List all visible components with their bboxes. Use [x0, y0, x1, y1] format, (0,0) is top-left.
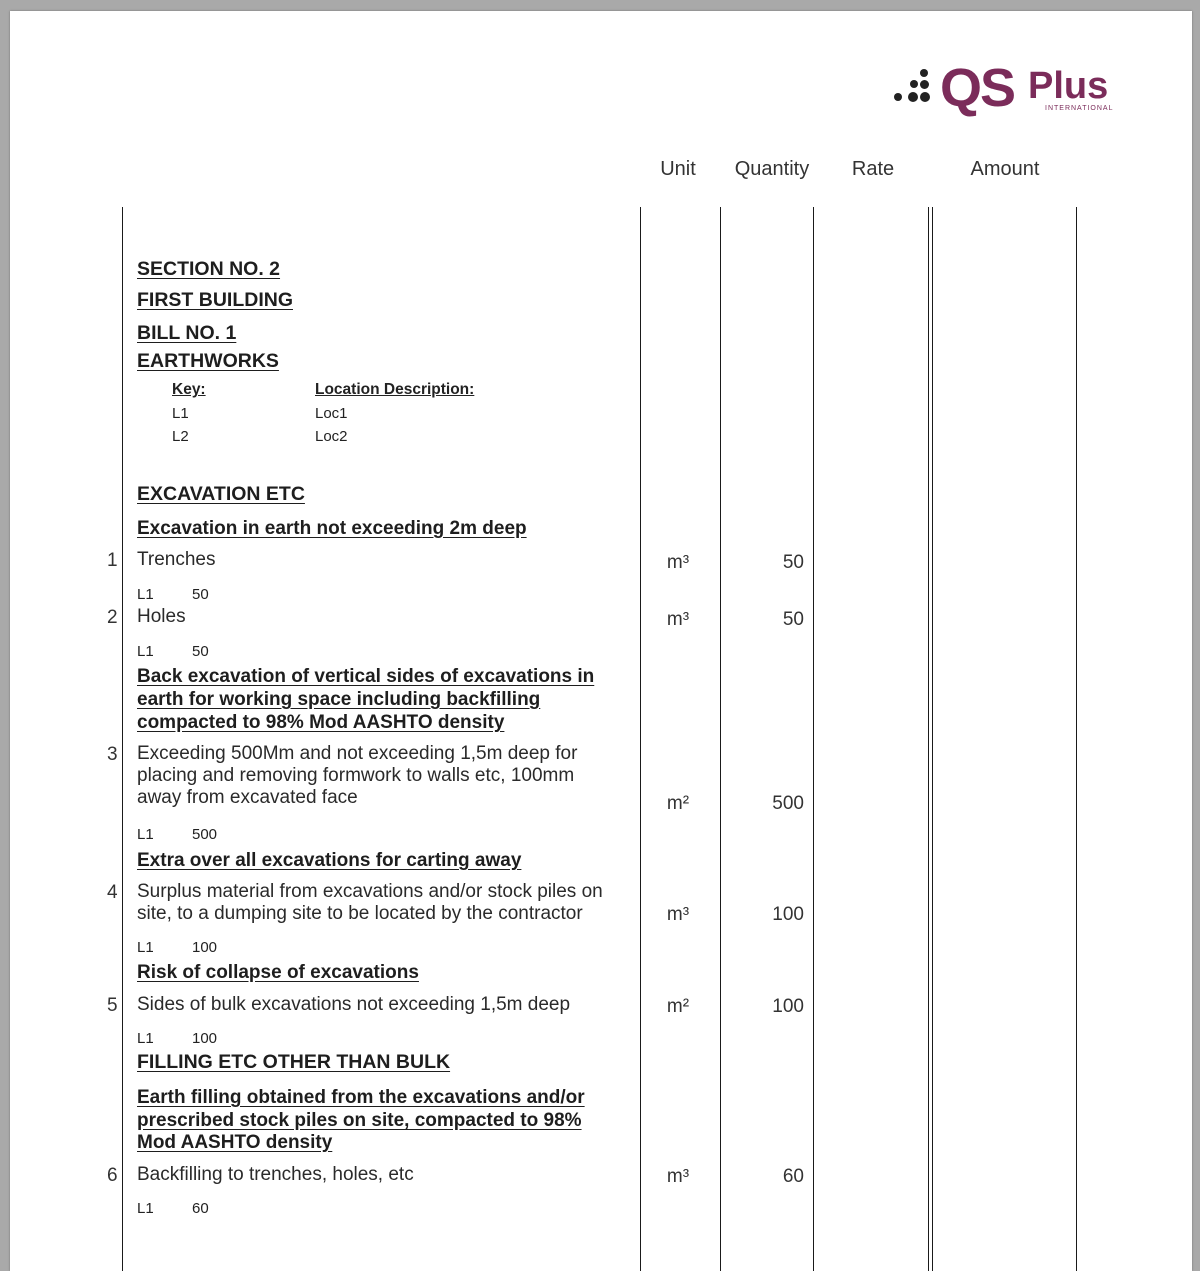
document-page	[10, 11, 1192, 1271]
item-description-line: placing and removing formwork to walls etc, 100mm	[137, 765, 575, 786]
item-location-quantity: 50	[192, 586, 209, 603]
item-description	[137, 881, 637, 925]
item-description: Sides of bulk excavations not exceeding 1,5m deep	[137, 994, 571, 1015]
key-table-location: Loc2	[315, 428, 348, 445]
item-quantity: 60	[782, 1166, 804, 1187]
key-table-key-header: Key:	[172, 381, 206, 398]
column-rule	[928, 207, 929, 1271]
qsplus-logo	[890, 58, 1130, 123]
column-header-rate: Rate	[851, 158, 895, 180]
item-quantity: 500	[772, 793, 804, 814]
subheading-back-excavation: Back excavation of vertical sides of excavations in	[137, 666, 595, 687]
item-description-line: away from excavated face	[137, 787, 358, 808]
column-rule	[720, 207, 721, 1271]
logo-brand-sub: Plus	[1028, 65, 1109, 107]
subheading-extra-over: Extra over all excavations for carting away	[137, 850, 522, 871]
logo-brand-tag: INTERNATIONAL	[1045, 105, 1114, 112]
column-rule	[640, 207, 641, 1271]
key-table-key: L2	[172, 428, 189, 445]
item-unit: m²	[666, 793, 690, 814]
item-location-quantity: 100	[192, 1030, 218, 1047]
item-location-quantity: 500	[192, 826, 218, 843]
item-unit: m³	[666, 609, 690, 630]
column-header-unit: Unit	[660, 158, 696, 180]
logo-dots-icon	[890, 63, 934, 113]
item-unit: m³	[666, 1166, 690, 1187]
item-location-key: L1	[137, 826, 154, 843]
key-table-location-header: Location Description:	[315, 381, 475, 398]
column-rule	[1076, 207, 1077, 1271]
column-rule	[122, 207, 123, 1271]
item-description: Backfilling to trenches, holes, etc	[137, 1164, 414, 1185]
subheading-earth-filling: prescribed stock piles on site, compacted to 98%	[137, 1110, 582, 1131]
subheading-filling-etc: FILLING ETC OTHER THAN BULK	[137, 1051, 451, 1073]
subheading-earth-filling: Earth filling obtained from the excavations and/or	[137, 1087, 585, 1108]
item-number: 5	[107, 995, 118, 1016]
item-location-key: L1	[137, 643, 154, 660]
item-unit: m³	[666, 552, 690, 573]
item-number: 3	[107, 744, 118, 765]
trade-heading: EARTHWORKS	[137, 350, 279, 372]
column-header-amount: Amount	[970, 158, 1040, 180]
item-description-line: site, to a dumping site to be located by the contractor	[137, 903, 583, 924]
key-table-location: Loc1	[315, 405, 348, 422]
subheading-risk-collapse: Risk of collapse of excavations	[137, 962, 419, 983]
item-location-quantity: 60	[192, 1200, 209, 1217]
item-quantity: 50	[782, 552, 804, 573]
section-heading: SECTION NO. 2	[137, 258, 281, 280]
building-heading: FIRST BUILDING	[137, 289, 293, 311]
item-location-key: L1	[137, 1200, 154, 1217]
column-rule	[813, 207, 814, 1271]
item-quantity: 100	[772, 996, 804, 1017]
subheading-back-excavation: earth for working space including backfilling	[137, 689, 541, 710]
item-description-line: Exceeding 500Mm and not exceeding 1,5m deep for	[137, 743, 578, 764]
item-description-line: Surplus material from excavations and/or stock piles on	[137, 881, 603, 902]
bill-heading: BILL NO. 1	[137, 322, 237, 344]
item-location-quantity: 100	[192, 939, 218, 956]
item-number: 4	[107, 882, 118, 903]
item-number: 6	[107, 1165, 118, 1186]
subheading-back-excavation: compacted to 98% Mod AASHTO density	[137, 712, 505, 733]
item-location-key: L1	[137, 1030, 154, 1047]
item-number: 1	[107, 550, 118, 571]
item-number: 2	[107, 607, 118, 628]
item-unit: m²	[666, 996, 690, 1017]
item-location-key: L1	[137, 586, 154, 603]
subheading-earth-filling: Mod AASHTO density	[137, 1132, 333, 1153]
item-location-key: L1	[137, 939, 154, 956]
column-rule	[932, 207, 933, 1271]
key-table-key: L1	[172, 405, 189, 422]
item-description: Holes	[137, 606, 186, 627]
item-unit: m³	[666, 904, 690, 925]
item-location-quantity: 50	[192, 643, 209, 660]
item-description: Trenches	[137, 549, 216, 570]
column-header-quantity: Quantity	[734, 158, 810, 180]
subheading-excavation-earth: Excavation in earth not exceeding 2m deep	[137, 518, 527, 539]
item-quantity: 50	[782, 609, 804, 630]
item-quantity: 100	[772, 904, 804, 925]
item-description	[137, 743, 637, 809]
logo-brand-main: QS	[940, 58, 1015, 118]
subheading-excavation-etc: EXCAVATION ETC	[137, 483, 305, 505]
